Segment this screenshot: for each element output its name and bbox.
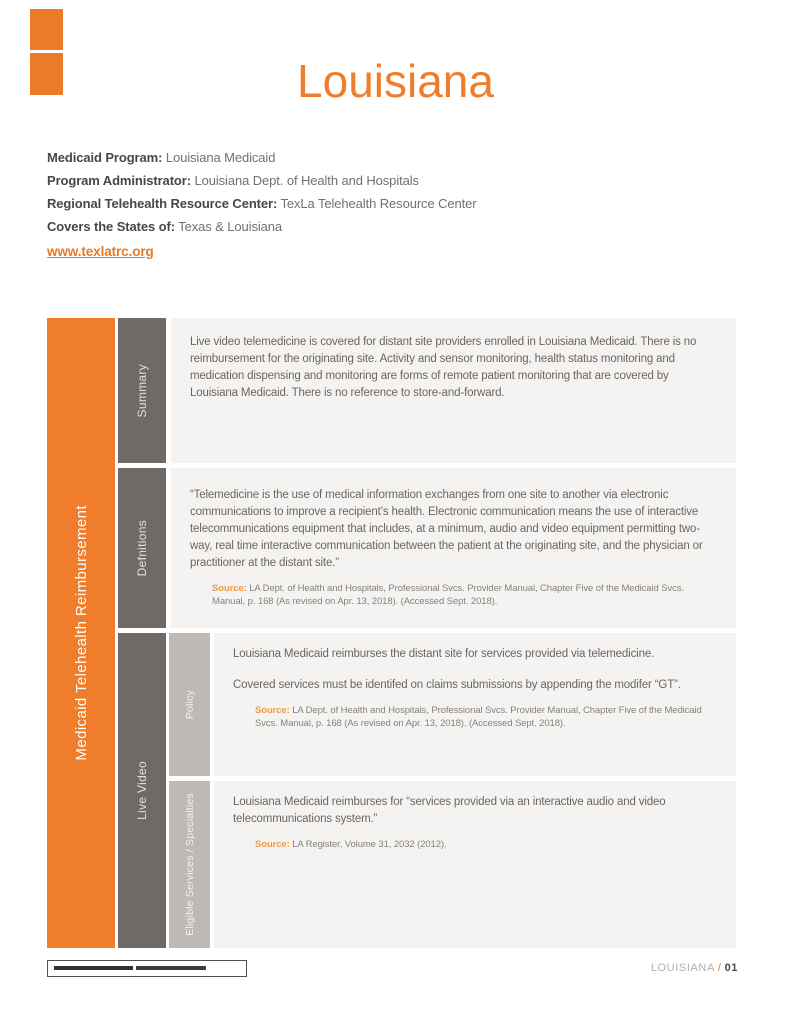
field-covers-states <box>47 220 477 233</box>
field-label: Covers the States of: <box>47 219 175 234</box>
fine-print-text <box>136 966 206 970</box>
footer-state: LOUISIANA <box>650 962 715 974</box>
footer-page-number: 01 <box>724 962 738 974</box>
field-label: Regional Telehealth Resource Center: <box>47 196 278 211</box>
eligible-services-source <box>255 839 722 852</box>
subtab-policy[interactable] <box>169 633 210 776</box>
source-text: LA Register, Volume 31, 2032 (2012). <box>292 839 447 850</box>
policy-content <box>214 633 736 776</box>
definitions-body: “Telemedicine is the use of medical information exchanges from one site to another via electronic communications to improve a recipient’s health. Electronic communication means the use of interactive telecommunications equipment that includes, at a minimum, audio and video equipment permitting two-way, real time interactive communication between the patient at the originating site, and the physician or practitioner at the distant site.” <box>190 489 703 569</box>
website-link[interactable]: www.texlatrc.org <box>47 244 154 259</box>
corner-square-icon <box>30 9 63 50</box>
field-value: TexLa Telehealth Resource Center <box>280 196 477 211</box>
source-text: LA Dept. of Health and Hospitals, Professional Svcs. Provider Manual, Chapter Five of the Medicaid Svcs. Manual, p. 168 (As revised on Apr. 13, 2018). (Accessed Sept. 2018). <box>212 583 684 607</box>
field-medicaid-program <box>47 151 477 164</box>
source-label: Source: <box>255 705 290 716</box>
definitions-source <box>212 583 718 608</box>
source-label: Source: <box>255 839 290 850</box>
tab-definitions[interactable] <box>118 468 166 628</box>
subtab-label: Policy <box>183 689 196 720</box>
page-title: Louisiana <box>297 55 494 107</box>
category-label: Medicaid Telehealth Reimbursement <box>72 505 90 761</box>
field-label: Medicaid Program: <box>47 150 163 165</box>
subtab-label: Eligible Services / Specialties <box>183 793 196 936</box>
field-value: Louisiana Dept. of Health and Hospitals <box>194 173 419 188</box>
field-value: Texas & Louisiana <box>178 219 283 234</box>
eligible-services-body: Louisiana Medicaid reimburses for “services provided via an interactive audio and video telecommunications system.” <box>233 796 666 825</box>
field-regional-trc <box>47 197 477 210</box>
tab-summary[interactable] <box>118 318 166 463</box>
tab-label: Live Video <box>135 761 149 820</box>
tab-live-video[interactable] <box>118 633 166 948</box>
field-value: Louisiana Medicaid <box>165 150 276 165</box>
summary-body: Live video telemedicine is covered for distant site providers enrolled in Louisiana Medicaid. There is no reimbursement for the originating site. Activity and sensor monitoring, health status monitoring and medication dispensing and monitoring are forms of remote patient monitoring that are covered by Louisiana Medicaid. There is no reference to store-and-forward. <box>190 336 697 399</box>
field-label: Program Administrator: <box>47 173 191 188</box>
summary-content <box>171 318 736 463</box>
policy-source <box>255 705 722 730</box>
source-label: Source: <box>212 583 247 594</box>
page-footer <box>651 961 738 975</box>
source-text: LA Dept. of Health and Hospitals, Professional Svcs. Provider Manual, Chapter Five of the Medicaid Svcs. Manual, p. 168 (As revised on Apr. 13, 2018). (Accessed Sept. 2018). <box>255 705 702 729</box>
fine-print-text <box>54 966 133 970</box>
eligible-services-content <box>214 781 736 948</box>
field-program-administrator <box>47 174 477 187</box>
tab-label: Summary <box>135 363 149 418</box>
definitions-content <box>171 468 736 628</box>
reimbursement-table <box>47 318 736 948</box>
fine-print-box <box>47 960 247 977</box>
footer-separator: / <box>717 962 722 974</box>
header-info <box>47 151 477 259</box>
category-bar <box>47 318 115 948</box>
subtab-eligible-services[interactable] <box>169 781 210 948</box>
tab-label: Defnitions <box>135 519 149 577</box>
policy-paragraph: Louisiana Medicaid reimburses the distant site for services provided via telemedicine. <box>233 648 655 660</box>
policy-paragraph: Covered services must be identifed on claims submissions by appending the modifer “GT”. <box>233 679 681 691</box>
